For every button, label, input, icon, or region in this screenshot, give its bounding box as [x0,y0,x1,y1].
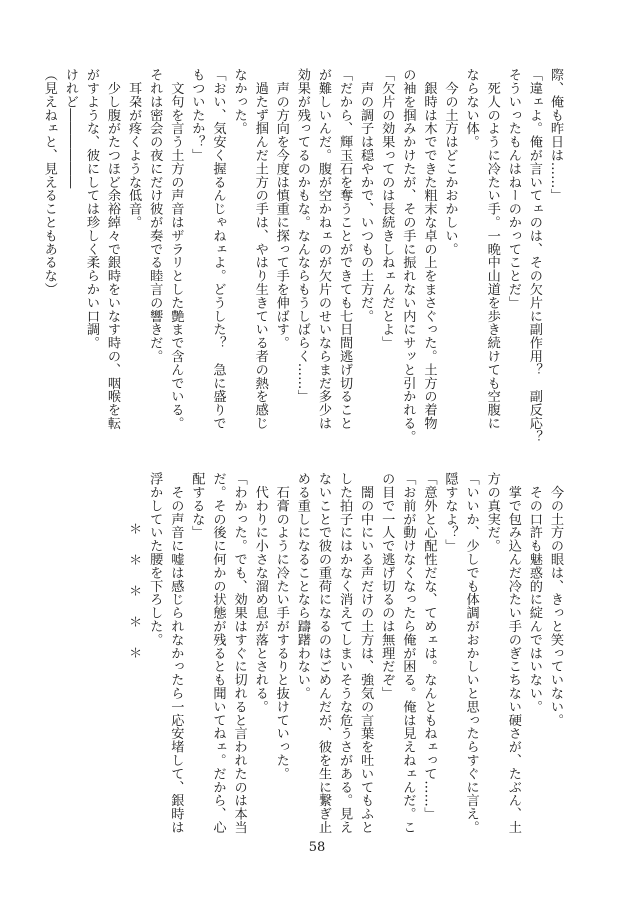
text-line: 「意外と心配性だな、てめェは。なんともねェって……」 [421,472,437,821]
text-line: 今の土方の眼は、きっと笑っていない。 [548,472,563,727]
text-line: もついたか？」 [189,68,205,162]
text-line: 代わりに小さな溜め息が落とされる。 [252,472,268,714]
text-line: 今の土方はどこかおかしい。 [442,68,458,256]
text-line: 過たず掴んだ土方の手は、やはり生きている者の熱を感じ [252,68,268,430]
text-line: その声音に嘘は感じられなかったら一応安堵して、銀時は [168,472,184,834]
text-line: 声の調子は穏やかで、いつもの土方だ。 [358,68,374,323]
text-line: 文句を言う土方の声音はザラリとした艶まで含んでいる。 [168,68,184,430]
upper-text-block [41,68,566,444]
text-line: それは密会の夜にだけ彼が奏でる睦言の響きだ。 [147,68,163,363]
text-line: ならない体。 [463,68,479,149]
text-line: の目で一人で逃げ切るのは無理だぞ」 [379,472,395,700]
text-line: 際、俺も昨日は……」 [548,68,563,202]
text-line: 「違ェよ。俺が言いてェのは、その欠片に副作用？ 副反応？ [526,68,542,444]
text-line: 少し腹がたつほど余裕綽々で銀時をいなす時の、咽喉を転 [105,68,121,430]
text-line: 「おい、気安く握るんじゃねェよ。どうした？ 急に盛りで [210,68,226,430]
text-line: だ。その後に何かの状態が残るとも聞いてねェ。だから、心 [210,472,226,834]
text-line: 「いいか、少しでも体調がおかしいと思ったらすぐに言え。 [463,472,479,834]
text-line: 「だから、輝玉石を奪うことができても七日間逃げ切ること [337,68,353,430]
text-line: 耳朶が疼くような低音。 [126,68,142,229]
text-line: 効果が残ってるのかもな。なんならもうしばらく……」 [294,68,310,403]
text-line: が難しいんだ。腹が空かねェのが欠片のせいならまだ多少は [315,68,331,430]
text-line: その口許も魅惑的に綻んではいない。 [526,472,542,714]
text-line: 配するな」 [189,472,205,539]
lower-text-block [96,472,566,834]
text-line: める重しになることなら躊躇わない。 [294,472,310,700]
page-number: 58 [308,840,326,855]
text-line: けれど―――――― [62,68,78,189]
text-line: （見えねェと、見えることもあるな） [41,68,57,296]
text-line: がすような、彼にしては珍しく柔らかい口調。 [83,68,99,350]
scene-break-asterisks: ＊＊＊＊＊ [126,522,142,677]
text-line: 「わかった。でも、効果はすぐに切れると言われたのは本当 [231,472,247,834]
text-line: 隠すなよ？」 [442,472,458,553]
text-line: 方の真実だ。 [484,472,500,553]
text-line: 浮かしていた腰を下ろした。 [147,472,163,647]
text-line: 死人のように冷たい手。一晩中山道を歩き続けても空腹に [484,68,500,430]
text-line: ないことで彼の重荷になるのはごめんだが、彼を生に繋ぎ止 [315,472,331,834]
text-line: 「お前が動けなくなったら俺が困る。俺は見えねェんだ。こ [400,472,416,834]
text-line: の袖を掴みかけたが、その手に振れない内にサッと引かれる。 [400,68,416,444]
text-line: 銀時は木でできた粗末な卓の上をまさぐった。土方の着物 [421,68,437,430]
text-line: 「欠片の効果ってのは長続きしねェんだとよ」 [379,68,395,350]
text-line: 闇の中にいる声だけの土方は、強気の言葉を吐いてもふと [358,472,374,834]
text-line: 声の方向を今度は慎重に探って手を伸ばす。 [273,68,289,350]
text-line: そういったもんはねーのかってことだ」 [505,68,521,310]
text-line: なかった。 [231,68,247,135]
text-line: 石膏のように冷たい手がするりと抜けていった。 [273,472,289,781]
text-line: 掌で包み込んだ冷たい手のぎこちない硬さが、たぶん、土 [505,472,521,834]
text-line: した拍子にはかなく消えてしまいそうな危うさがある。見え [337,472,353,834]
